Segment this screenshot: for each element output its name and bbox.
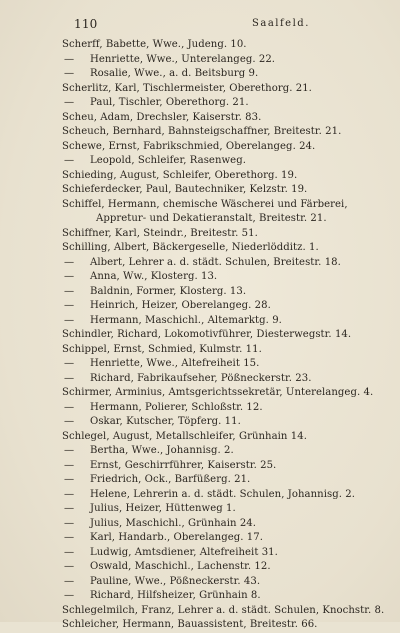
ditto-dash: —	[64, 474, 75, 485]
directory-subentry	[62, 589, 374, 604]
entry-text: Bertha, Wwe., Johannisg. 2.	[90, 445, 234, 456]
ditto-dash: —	[64, 445, 75, 456]
entry-text: Leopold, Schleifer, Rasenweg.	[90, 155, 246, 166]
directory-subentry	[62, 415, 374, 430]
directory-subentry	[62, 67, 374, 82]
entry-text: Friedrich, Ock., Barfüßerg. 21.	[90, 474, 251, 485]
directory-subentry	[62, 517, 374, 532]
directory-entry	[62, 169, 374, 184]
entry-text: Schewe, Ernst, Fabrikschmied, Oberelangeg. 24.	[62, 140, 316, 152]
entry-text: Schirmer, Arminius, Amtsgerichtssekretär, Unterelangeg. 4.	[62, 387, 374, 398]
directory-entry	[62, 241, 374, 256]
directory-subentry	[62, 256, 374, 271]
entry-text: Schippel, Ernst, Schmied, Kulmstr. 11.	[62, 343, 262, 355]
ditto-dash: —	[64, 53, 75, 65]
directory-subentry	[62, 96, 374, 111]
entry-text: Henriette, Wwe., Unterelangeg. 22.	[90, 53, 276, 65]
entry-text: Hermann, Polierer, Schloßstr. 12.	[90, 401, 263, 413]
entry-text: Henriette, Wwe., Altefreiheit 15.	[90, 358, 260, 369]
directory-entry	[62, 227, 374, 242]
ditto-dash: —	[64, 503, 75, 514]
directory-subentry	[62, 314, 374, 329]
entry-text: Schlegelmilch, Franz, Lehrer a. d. städt. Schulen, Knochstr. 8.	[62, 604, 385, 616]
directory-entry	[62, 386, 374, 401]
entry-text: Schilling, Albert, Bäckergeselle, Niederlödditz. 1.	[62, 242, 319, 253]
directory-entry	[62, 140, 374, 155]
entry-text: Julius, Maschichl., Grünhain 24.	[90, 517, 257, 529]
directory-entry	[62, 125, 374, 140]
entry-text: Scherff, Babette, Wwe., Judeng. 10.	[62, 39, 247, 50]
directory-subentry	[62, 357, 374, 372]
entry-text: Schleicher, Hermann, Bauassistent, Breitestr. 66.	[62, 619, 318, 630]
entry-text: Schlegel, August, Metallschleifer, Grünhain 14.	[62, 430, 307, 442]
directory-subentry	[62, 459, 374, 474]
entry-text: Scherlitz, Karl, Tischlermeister, Oberethorg. 21.	[62, 82, 312, 94]
entry-text: Julius, Heizer, Hüttenweg 1.	[90, 503, 236, 514]
page-number: 110	[74, 17, 98, 31]
directory-entry	[62, 198, 374, 213]
directory-entry-continuation	[62, 212, 374, 227]
entry-text: Richard, Hilfsheizer, Grünhain 8.	[90, 590, 261, 601]
directory-entries	[62, 38, 385, 633]
directory-subentry	[62, 270, 374, 285]
ditto-dash: —	[64, 256, 75, 268]
directory-subentry	[62, 372, 374, 387]
ditto-dash: —	[64, 488, 75, 500]
directory-entry	[62, 604, 385, 619]
ditto-dash: —	[64, 155, 75, 166]
directory-subentry	[62, 285, 374, 300]
entry-text: Anna, Ww., Klosterg. 13.	[90, 271, 218, 282]
directory-subentry	[62, 502, 374, 517]
entry-text: Schieferdecker, Paul, Bautechniker, Kelzstr. 19.	[62, 184, 308, 195]
entry-text: Ernst, Geschirrführer, Kaiserstr. 25.	[90, 459, 277, 471]
directory-entry	[62, 618, 374, 633]
ditto-dash: —	[64, 358, 75, 369]
ditto-dash: —	[64, 459, 75, 471]
page-header	[62, 14, 374, 34]
entry-text: Scheu, Adam, Drechsler, Kaiserstr. 83.	[62, 111, 262, 123]
directory-subentry	[62, 575, 374, 590]
entry-text: Scheuch, Bernhard, Bahnsteigschaffner, Breitestr. 21.	[62, 126, 342, 137]
directory-entry	[62, 38, 374, 53]
directory-subentry	[62, 444, 374, 459]
ditto-dash: —	[64, 314, 75, 326]
entry-text: Schindler, Richard, Lokomotivführer, Diesterwegstr. 14.	[62, 329, 352, 340]
directory-subentry	[62, 473, 374, 488]
ditto-dash: —	[64, 416, 75, 427]
entry-text: Schieding, August, Schleifer, Oberethorg. 19.	[62, 169, 298, 181]
entry-text: Hermann, Maschichl., Altemarktg. 9.	[90, 314, 282, 326]
entry-text: Oswald, Maschichl., Lachenstr. 12.	[90, 561, 271, 572]
entry-text: Schiffel, Hermann, chemische Wäscherei und Färberei,	[62, 198, 348, 210]
directory-subentry	[62, 560, 374, 575]
ditto-dash: —	[64, 97, 75, 108]
entry-text: Karl, Handarb., Oberelangeg. 17.	[90, 532, 263, 543]
ditto-dash: —	[64, 271, 75, 282]
entry-text: Paul, Tischler, Oberethorg. 21.	[90, 97, 249, 108]
ditto-dash: —	[64, 532, 75, 543]
ditto-dash: —	[64, 590, 75, 601]
directory-subentry	[62, 401, 374, 416]
ditto-dash: —	[64, 300, 75, 311]
entry-text: Rosalie, Wwe., a. d. Beitsburg 9.	[90, 68, 259, 79]
ditto-dash: —	[64, 517, 75, 529]
ditto-dash: —	[64, 561, 75, 572]
entry-text: Albert, Lehrer a. d. städt. Schulen, Breitestr. 18.	[90, 256, 341, 268]
ditto-dash: —	[64, 401, 75, 413]
directory-subentry	[62, 531, 374, 546]
entry-text: Schiffner, Karl, Steindr., Breitestr. 51.	[62, 227, 258, 239]
ditto-dash: —	[64, 285, 75, 297]
running-head: Saalfeld.	[252, 18, 310, 29]
entry-text: Appretur- und Dekatieranstalt, Breitestr. 21.	[96, 213, 327, 224]
entry-text: Ludwig, Amtsdiener, Altefreiheit 31.	[90, 546, 278, 558]
directory-entry	[62, 343, 374, 358]
directory-entry	[62, 183, 374, 198]
directory-subentry	[62, 299, 374, 314]
directory-entry	[62, 430, 374, 445]
directory-entry	[62, 111, 374, 126]
entry-text: Pauline, Wwe., Pößneckerstr. 43.	[90, 575, 261, 587]
directory-subentry	[62, 154, 374, 169]
directory-entry	[62, 82, 374, 97]
entry-text: Oskar, Kutscher, Töpferg. 11.	[90, 416, 241, 427]
directory-subentry	[62, 53, 374, 68]
ditto-dash: —	[64, 68, 75, 79]
directory-subentry	[62, 546, 374, 561]
entry-text: Baldnin, Former, Klosterg. 13.	[90, 285, 247, 297]
entry-text: Heinrich, Heizer, Oberelangeg. 28.	[90, 300, 271, 311]
entry-text: Helene, Lehrerin a. d. städt. Schulen, Johannisg. 2.	[90, 488, 355, 500]
ditto-dash: —	[64, 575, 75, 587]
ditto-dash: —	[64, 546, 75, 558]
directory-entry	[62, 328, 374, 343]
directory-subentry	[62, 488, 374, 503]
entry-text: Richard, Fabrikaufseher, Pößneckerstr. 23.	[90, 372, 312, 384]
ditto-dash: —	[64, 372, 75, 384]
